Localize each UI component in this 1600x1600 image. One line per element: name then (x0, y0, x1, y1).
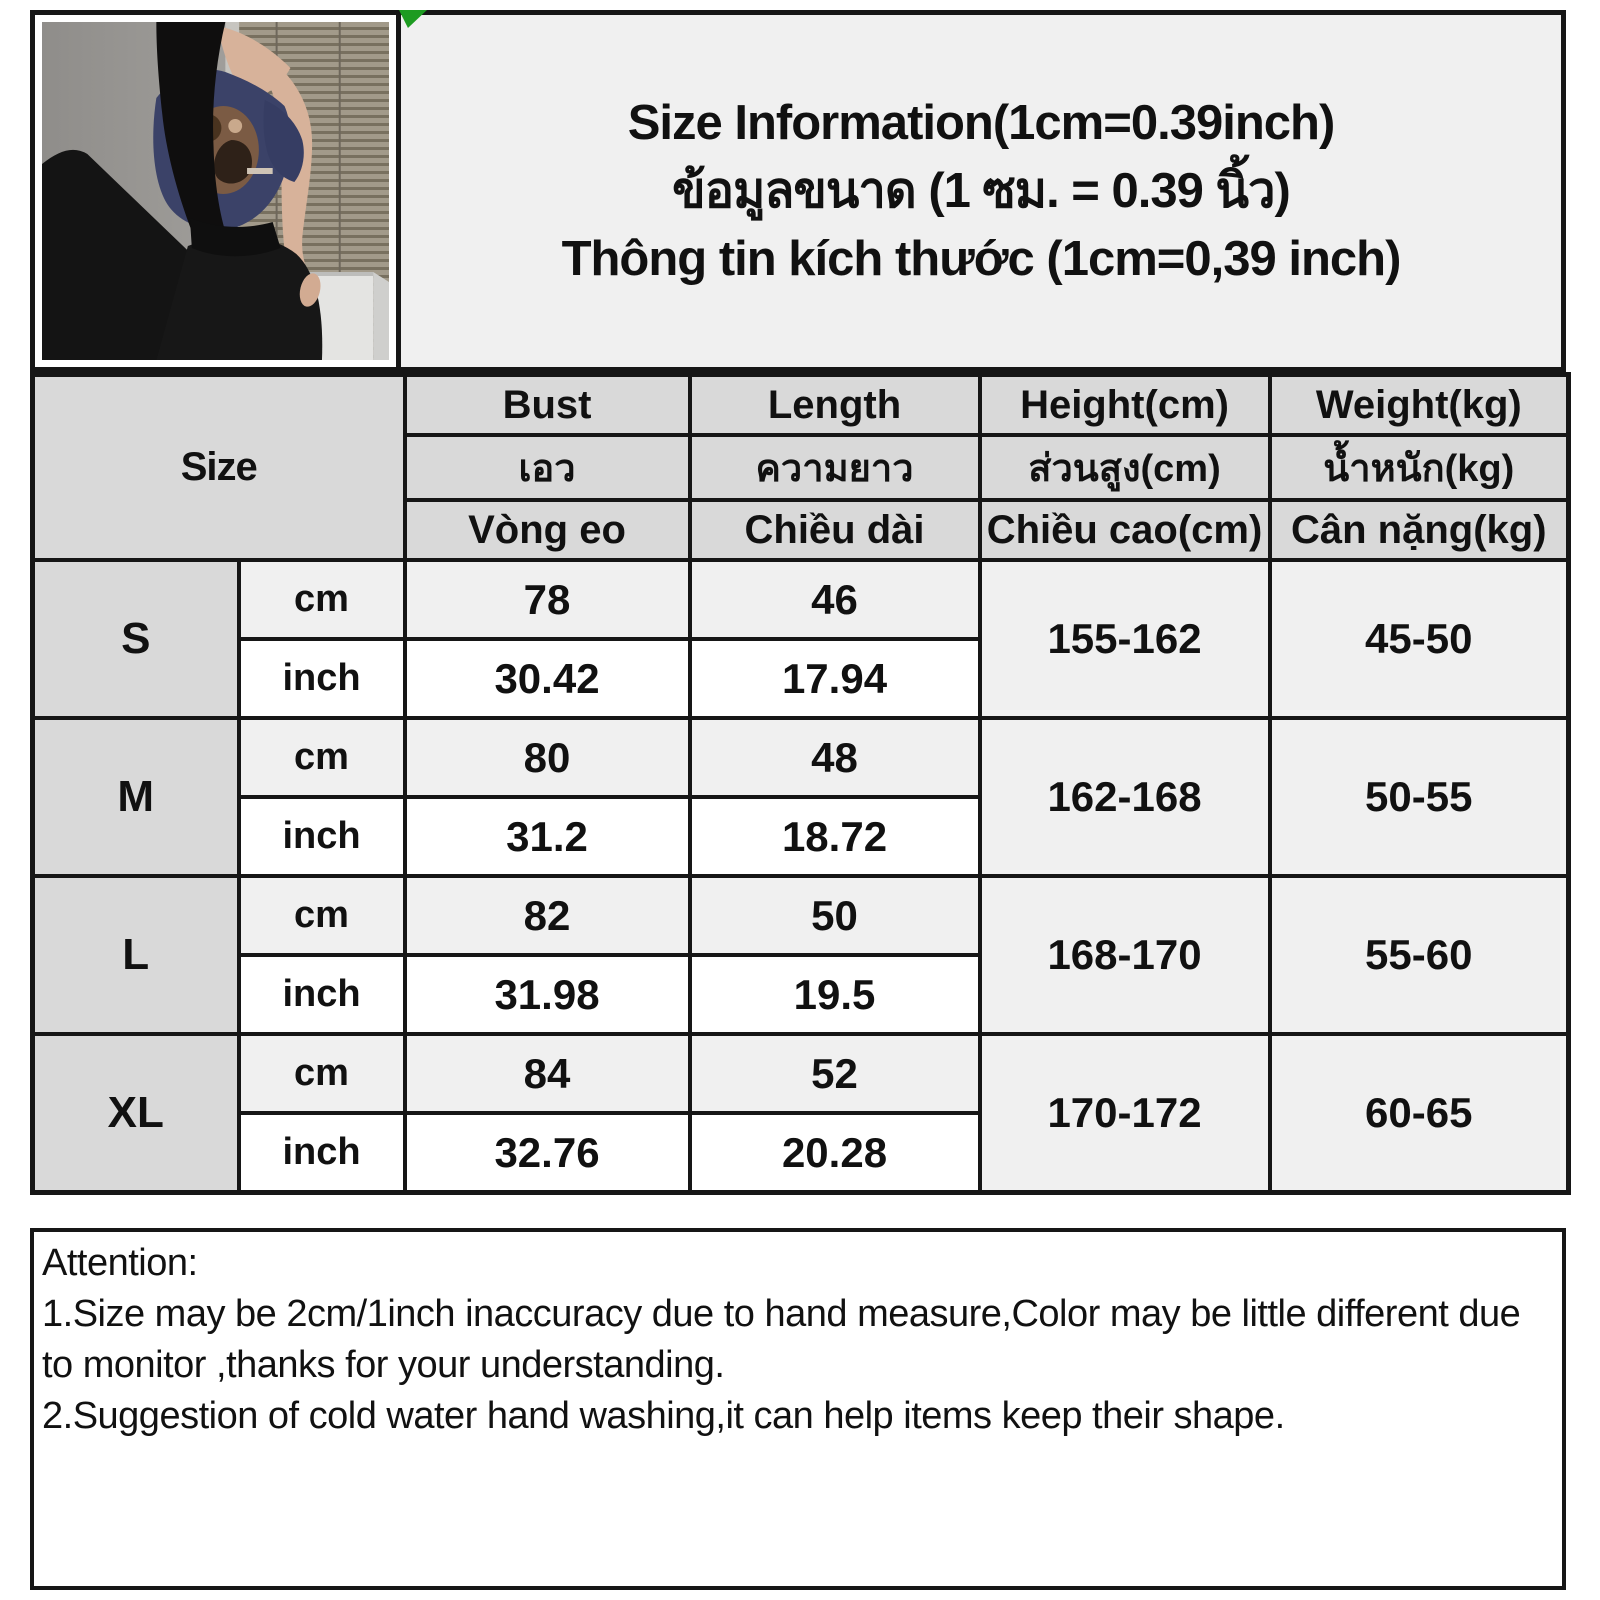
bust-header-th: เอว (405, 435, 690, 500)
attention-note-1: 1.Size may be 2cm/1inch inaccuracy due to hand measure,Color may be little different due to monitor ,thanks for your understanding. (42, 1293, 1521, 1386)
l-bust-inch: 31.98 (405, 955, 690, 1034)
header-row-english (33, 375, 1569, 436)
s-height-range: 155-162 (980, 560, 1270, 718)
s-length-cm: 46 (690, 560, 980, 639)
size-xl-label: XL (33, 1034, 239, 1193)
bust-header-vi: Vòng eo (405, 500, 690, 560)
length-header-vi: Chiều dài (690, 500, 980, 560)
xl-length-cm: 52 (690, 1034, 980, 1113)
l-weight-range: 55-60 (1270, 876, 1569, 1034)
unit-cm: cm (239, 1034, 405, 1113)
unit-cm: cm (239, 876, 405, 955)
title-thai: ข้อมูลขนาด (1 ซม. = 0.39 นิ้ว) (672, 164, 1290, 218)
weight-header-en: Weight(kg) (1270, 375, 1569, 436)
table-row (33, 560, 1569, 639)
unit-inch: inch (239, 797, 405, 876)
weight-header-th: น้ำหนัก(kg) (1270, 435, 1569, 500)
s-length-inch: 17.94 (690, 639, 980, 718)
m-height-range: 162-168 (980, 718, 1270, 876)
height-header-th: ส่วนสูง(cm) (980, 435, 1270, 500)
unit-inch: inch (239, 955, 405, 1034)
height-header-vi: Chiều cao(cm) (980, 500, 1270, 560)
table-row (33, 1034, 1569, 1113)
m-length-cm: 48 (690, 718, 980, 797)
xl-height-range: 170-172 (980, 1034, 1270, 1193)
m-weight-range: 50-55 (1270, 718, 1569, 876)
header-block (30, 10, 1566, 372)
l-height-range: 168-170 (980, 876, 1270, 1034)
size-l-label: L (33, 876, 239, 1034)
size-column-header: Size (33, 375, 405, 561)
s-weight-range: 45-50 (1270, 560, 1569, 718)
title-block (401, 15, 1561, 367)
s-bust-cm: 78 (405, 560, 690, 639)
attention-notes (30, 1228, 1566, 1590)
attention-note-2: 2.Suggestion of cold water hand washing,it can help items keep their shape. (42, 1395, 1285, 1437)
l-length-cm: 50 (690, 876, 980, 955)
m-bust-cm: 80 (405, 718, 690, 797)
title-english: Size Information(1cm=0.39inch) (627, 96, 1335, 150)
unit-cm: cm (239, 560, 405, 639)
unit-inch: inch (239, 639, 405, 718)
table-row (33, 876, 1569, 955)
unit-cm: cm (239, 718, 405, 797)
m-length-inch: 18.72 (690, 797, 980, 876)
l-bust-cm: 82 (405, 876, 690, 955)
product-photo (35, 15, 401, 367)
xl-bust-inch: 32.76 (405, 1113, 690, 1193)
table-row (33, 718, 1569, 797)
size-m-label: M (33, 718, 239, 876)
length-header-th: ความยาว (690, 435, 980, 500)
unit-inch: inch (239, 1113, 405, 1193)
m-bust-inch: 31.2 (405, 797, 690, 876)
l-length-inch: 19.5 (690, 955, 980, 1034)
size-s-label: S (33, 560, 239, 718)
model-photo-illustration (42, 22, 389, 360)
s-bust-inch: 30.42 (405, 639, 690, 718)
size-table (30, 372, 1571, 1195)
height-header-en: Height(cm) (980, 375, 1270, 436)
length-header-en: Length (690, 375, 980, 436)
xl-weight-range: 60-65 (1270, 1034, 1569, 1193)
title-vietnamese: Thông tin kích thước (1cm=0,39 inch) (561, 232, 1401, 286)
xl-length-inch: 20.28 (690, 1113, 980, 1193)
attention-heading: Attention: (42, 1242, 198, 1284)
xl-bust-cm: 84 (405, 1034, 690, 1113)
weight-header-vi: Cân nặng(kg) (1270, 500, 1569, 560)
bust-header-en: Bust (405, 375, 690, 436)
